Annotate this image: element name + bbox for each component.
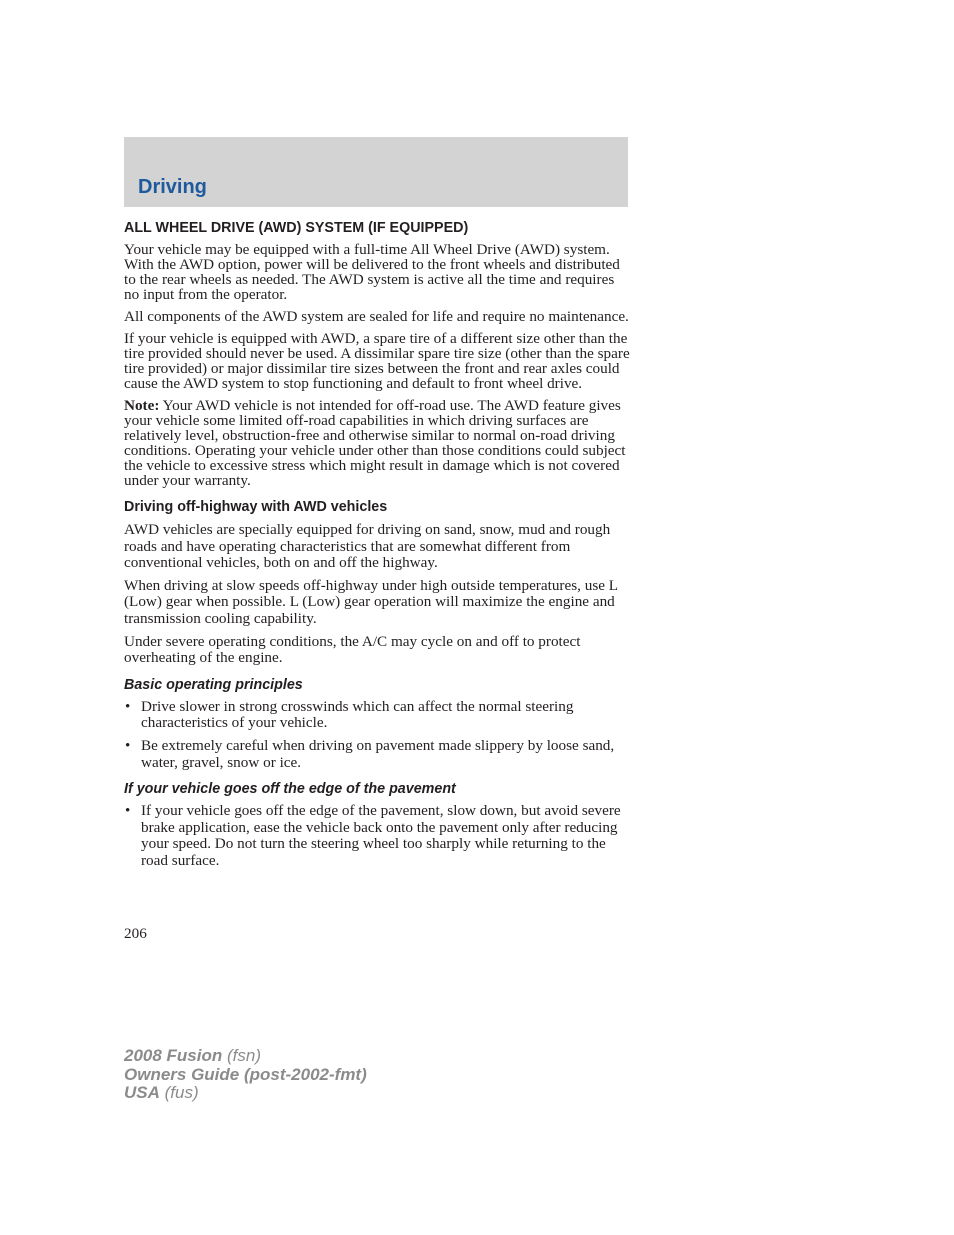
list-item-text: If your vehicle goes off the edge of the pavement, slow down, but avoid severe brake application, ease the vehicle back onto the pavement only after reducing your speed. Do not turn the steering wheel too sharply while returning to the road surface. xyxy=(141,802,621,869)
footer-model: 2008 Fusion xyxy=(124,1046,223,1065)
awd-paragraph: If your vehicle is equipped with AWD, a spare tire of a different size other than the tire provided should never be used. A dissimilar spare tire size (other than the spare tire provided) or major dissimilar tire sizes between the front and rear axles could cause the AWD system to stop functioning and default to front wheel drive. xyxy=(124,330,630,392)
offhighway-heading: Driving off-highway with AWD vehicles xyxy=(124,499,388,515)
note-label: Note: xyxy=(124,397,160,414)
basic-principles-heading: Basic operating principles xyxy=(124,676,303,693)
note-text: Your AWD vehicle is not intended for off-road use. The AWD feature gives your vehicle some limited off-road capabilities in which driving surfaces are relatively level, obstruction-free and otherwise similar to normal on-road driving conditions. Operating your vehicle under other than those conditions could subject the vehicle to excessive stress which might result in damage which is not covered under your warranty. xyxy=(124,397,626,489)
page-content xyxy=(124,219,630,876)
pavement-edge-list xyxy=(124,803,630,869)
footer-line xyxy=(124,1084,367,1103)
offhighway-paragraph: When driving at slow speeds off-highway under high outside temperatures, use L (Low) gear when possible. L (Low) gear operation will maximize the engine and transmission cooling capability. xyxy=(124,576,618,627)
list-item xyxy=(124,699,630,732)
pavement-edge-heading: If your vehicle goes off the edge of the pavement xyxy=(124,781,456,798)
list-item-text: Drive slower in strong crosswinds which can affect the normal steering characteristics of your vehicle. xyxy=(141,697,574,732)
basic-principles-list xyxy=(124,699,630,771)
list-item xyxy=(124,803,630,869)
offhighway-paragraph: Under severe operating conditions, the A/C may cycle on and off to protect overheating of the engine. xyxy=(124,632,581,667)
document-footer xyxy=(124,1047,367,1103)
awd-heading: ALL WHEEL DRIVE (AWD) SYSTEM (IF EQUIPPED) xyxy=(124,220,469,236)
page-number: 206 xyxy=(124,925,147,942)
awd-note xyxy=(124,398,630,488)
footer-line xyxy=(124,1047,367,1066)
bullet-icon: • xyxy=(125,802,131,820)
list-item-text: Be extremely careful when driving on pavement made slippery by loose sand, water, gravel, snow or ice. xyxy=(141,736,615,771)
footer-line xyxy=(124,1066,367,1085)
footer-model-code: (fsn) xyxy=(222,1046,261,1065)
bullet-icon: • xyxy=(125,736,131,754)
list-item xyxy=(124,738,630,771)
footer-guide: Owners Guide (post-2002-fmt) xyxy=(124,1064,367,1084)
offhighway-paragraph: AWD vehicles are specially equipped for driving on sand, snow, mud and rough roads and have operating characteristics that are somewhat different from conventional vehicles, both on and off the highway. xyxy=(124,521,611,572)
footer-market-code: (fus) xyxy=(159,1083,199,1102)
bullet-icon: • xyxy=(125,697,131,715)
section-title: Driving xyxy=(138,176,207,198)
footer-market: USA xyxy=(124,1083,160,1102)
awd-paragraph: Your vehicle may be equipped with a full-time All Wheel Drive (AWD) system. With the AWD option, power will be delivered to the front wheels and distributed to the rear wheels as needed. The AWD system is active all the time and requires no input from the operator. xyxy=(124,241,620,303)
awd-paragraph: All components of the AWD system are sealed for life and require no maintenance. xyxy=(124,308,629,325)
